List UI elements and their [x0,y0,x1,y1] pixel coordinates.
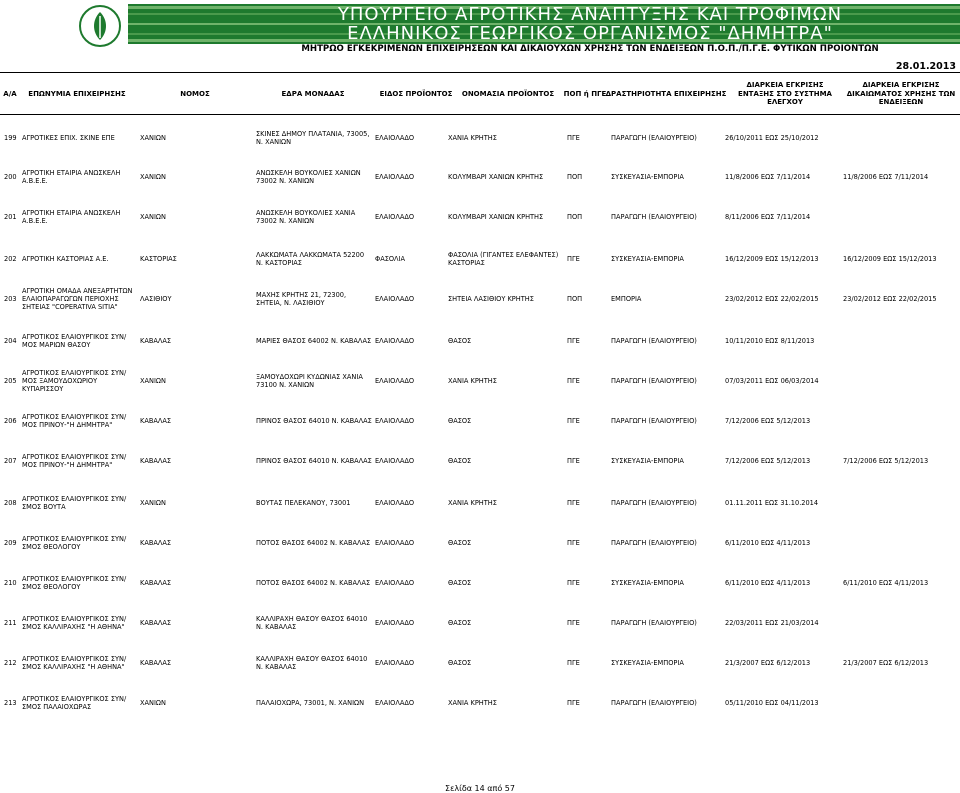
cell-nomos: ΚΑΒΑΛΑΣ [140,618,172,627]
cell-drast: ΠΑΡΑΓΩΓΗ (ΕΛΑΙΟΥΡΓΕΙΟ) [611,376,697,385]
cell-company: ΑΓΡΟΤΙΚΟΣ ΕΛΑΙΟΥΡΓΙΚΟΣ ΣΥΝ/ΣΜΟΣ ΒΟΥΤΑ [22,494,127,511]
cell-aa: 204 [4,336,17,345]
table-row [0,444,960,478]
cell-company: ΑΓΡΟΤΙΚΟΣ ΕΛΑΙΟΥΡΓΙΚΟΣ ΣΥΝ/ΣΜΟΣ ΚΑΛΛΙΡΑΧΗΣ "Η ΑΘΗΝΑ" [22,654,127,671]
cell-aa: 200 [4,172,17,181]
page-number: Σελίδα 14 από 57 [445,784,515,793]
cell-onomasia: ΘΑΣΟΣ [448,538,472,547]
cell-edra: ΠΑΛΑΙΟΧΩΡΑ, 73001, Ν. ΧΑΝΙΩΝ [256,698,365,707]
cell-pop: ΠΓΕ [567,456,580,465]
cell-eidos: ΕΛΑΙΟΛΑΔΟ [375,172,415,181]
cell-pop: ΠΓΕ [567,698,580,707]
cell-onomasia: ΘΑΣΟΣ [448,456,472,465]
cell-drast: ΠΑΡΑΓΩΓΗ (ΕΛΑΙΟΥΡΓΕΙΟ) [611,133,697,142]
cell-nomos: ΧΑΝΙΩΝ [140,498,166,507]
cell-pop: ΠΓΕ [567,618,580,627]
header-bottom-rule [0,114,960,115]
cell-edra: ΚΑΛΛΙΡΑΧΗ ΘΑΣΟΥ ΘΑΣΟΣ 64010 Ν. ΚΑΒΑΛΑΣ [256,614,368,631]
cell-aa: 205 [4,376,17,385]
cell-eidos: ΕΛΑΙΟΛΑΔΟ [375,498,415,507]
cell-aa: 207 [4,456,17,465]
cell-onomasia: ΧΑΝΙΑ ΚΡΗΤΗΣ [448,698,497,707]
cell-d1: 6/11/2010 ΕΩΣ 4/11/2013 [725,578,811,587]
cell-eidos: ΕΛΑΙΟΛΑΔΟ [375,618,415,627]
document-date: 28.01.2013 [895,61,956,72]
cell-company: ΑΓΡΟΤΙΚΟΣ ΕΛΑΙΟΥΡΓΙΚΟΣ ΣΥΝ/ΣΜΟΣ ΚΑΛΛΙΡΑΧΗΣ "Η ΑΘΗΝΑ" [22,614,127,631]
table-row [0,566,960,600]
cell-d2 [843,686,960,720]
cell-drast: ΠΑΡΑΓΩΓΗ (ΕΛΑΙΟΥΡΓΕΙΟ) [611,212,697,221]
cell-company: ΑΓΡΟΤΙΚΟΣ ΕΛΑΙΟΥΡΓΙΚΟΣ ΣΥΝ/ΣΜΟΣ ΠΑΛΑΙΟΧΩΡΑΣ [22,694,127,711]
cell-eidos: ΕΛΑΙΟΛΑΔΟ [375,658,415,667]
cell-onomasia: ΘΑΣΟΣ [448,578,472,587]
cell-aa: 209 [4,538,17,547]
cell-pop: ΠΓΕ [567,416,580,425]
cell-nomos: ΧΑΝΙΩΝ [140,212,166,221]
cell-aa: 199 [4,133,17,142]
cell-nomos: ΛΑΣΙΘΙΟΥ [140,294,172,303]
cell-d1: 7/12/2006 ΕΩΣ 5/12/2013 [725,416,811,425]
cell-d1: 07/03/2011 ΕΩΣ 06/03/2014 [725,376,819,385]
cell-pop: ΠΓΕ [567,133,580,142]
cell-drast: ΠΑΡΑΓΩΓΗ (ΕΛΑΙΟΥΡΓΕΙΟ) [611,416,697,425]
cell-edra: ΜΑΧΗΣ ΚΡΗΤΗΣ 21, 72300, ΣΗΤΕΙΑ, Ν. ΛΑΣΙΘΙΟΥ [256,290,347,307]
cell-d2: 16/12/2009 ΕΩΣ 15/12/2013 [843,254,937,263]
cell-company: ΑΓΡΟΤΙΚΗ ΕΤΑΙΡΙΑ ΑΝΩΣΚΕΛΗ Α.Β.Ε.Ε. [22,168,121,185]
cell-drast: ΣΥΣΚΕΥΑΣΙΑ-ΕΜΠΟΡΙΑ [611,456,684,465]
cell-pop: ΠΟΠ [567,172,583,181]
cell-nomos: ΚΑΒΑΛΑΣ [140,416,172,425]
cell-d1: 10/11/2010 ΕΩΣ 8/11/2013 [725,336,815,345]
cell-nomos: ΚΑΒΑΛΑΣ [140,456,172,465]
cell-aa: 212 [4,658,17,667]
col-pop: ΠΟΠ ή ΠΓΕ [563,89,607,98]
cell-edra: ΠΡΙΝΟΣ ΘΑΣΟΣ 64010 Ν. ΚΑΒΑΛΑΣ [256,456,372,465]
cell-onomasia: ΣΗΤΕΙΑ ΛΑΣΙΘΙΟΥ ΚΡΗΤΗΣ [448,294,534,303]
cell-edra: ΠΟΤΟΣ ΘΑΣΟΣ 64002 Ν. ΚΑΒΑΛΑΣ [256,578,371,587]
cell-drast: ΣΥΣΚΕΥΑΣΙΑ-ΕΜΠΟΡΙΑ [611,172,684,181]
cell-aa: 206 [4,416,17,425]
cell-edra: ΠΟΤΟΣ ΘΑΣΟΣ 64002 Ν. ΚΑΒΑΛΑΣ [256,538,371,547]
cell-edra: ΠΡΙΝΟΣ ΘΑΣΟΣ 64010 Ν. ΚΑΒΑΛΑΣ [256,416,372,425]
cell-edra: ΣΚΙΝΕΣ ΔΗΜΟΥ ΠΛΑΤΑΝΙΑ, 73005, Ν. ΧΑΝΙΩΝ [256,129,370,146]
cell-d2 [843,121,960,155]
cell-d1: 8/11/2006 ΕΩΣ 7/11/2014 [725,212,811,221]
col-aa: Α/Α [3,89,17,98]
cell-drast: ΕΜΠΟΡΙΑ [611,294,642,303]
cell-d2 [843,324,960,358]
org-line-2: ΕΛΛΗΝΙΚΟΣ ΓΕΩΡΓΙΚΟΣ ΟΡΓΑΝΙΣΜΟΣ "ΔΗΜΗΤΡΑ" [347,23,833,44]
cell-drast: ΣΥΣΚΕΥΑΣΙΑ-ΕΜΠΟΡΙΑ [611,658,684,667]
cell-eidos: ΕΛΑΙΟΛΑΔΟ [375,294,415,303]
cell-company: ΑΓΡΟΤΙΚΟΣ ΕΛΑΙΟΥΡΓΙΚΟΣ ΣΥΝ/ΜΟΣ ΠΡΙΝΟΥ-"Η ΔΗΜΗΤΡΑ" [22,452,127,469]
cell-company: ΑΓΡΟΤΙΚΗ ΚΑΣΤΟΡΙΑΣ Α.Ε. [22,254,109,263]
col-eidos: ΕΙΔΟΣ ΠΡΟΪΟΝΤΟΣ [379,89,453,98]
cell-eidos: ΕΛΑΙΟΛΑΔΟ [375,336,415,345]
cell-drast: ΠΑΡΑΓΩΓΗ (ΕΛΑΙΟΥΡΓΕΙΟ) [611,538,697,547]
cell-edra: ΚΑΛΛΙΡΑΧΗ ΘΑΣΟΥ ΘΑΣΟΣ 64010 Ν. ΚΑΒΑΛΑΣ [256,654,368,671]
cell-d2: 23/02/2012 ΕΩΣ 22/02/2015 [843,294,937,303]
cell-nomos: ΚΑΒΑΛΑΣ [140,658,172,667]
table-row [0,121,960,155]
table-row [0,404,960,438]
table-row [0,646,960,680]
cell-d2: 6/11/2010 ΕΩΣ 4/11/2013 [843,578,929,587]
cell-nomos: ΧΑΝΙΩΝ [140,698,166,707]
header-banner [0,0,960,58]
cell-d2: 7/12/2006 ΕΩΣ 5/12/2013 [843,456,929,465]
cell-nomos: ΧΑΝΙΩΝ [140,133,166,142]
cell-company: ΑΓΡΟΤΙΚΕΣ ΕΠΙΧ. ΣΚΙΝΕ ΕΠΕ [22,133,115,142]
cell-d1: 21/3/2007 ΕΩΣ 6/12/2013 [725,658,811,667]
cell-eidos: ΕΛΑΙΟΛΑΔΟ [375,416,415,425]
col-company: ΕΠΩΝΥΜΙΑ ΕΠΙΧΕΙΡΗΣΗΣ [28,89,126,98]
table-row [0,324,960,358]
cell-drast: ΣΥΣΚΕΥΑΣΙΑ-ΕΜΠΟΡΙΑ [611,254,684,263]
cell-onomasia: ΘΑΣΟΣ [448,336,472,345]
table-row [0,242,960,276]
cell-d2 [843,526,960,560]
cell-d1: 23/02/2012 ΕΩΣ 22/02/2015 [725,294,819,303]
cell-onomasia: ΘΑΣΟΣ [448,658,472,667]
table-row [0,486,960,520]
table-row [0,606,960,640]
cell-d2: 11/8/2006 ΕΩΣ 7/11/2014 [843,172,929,181]
cell-nomos: ΚΑΒΑΛΑΣ [140,538,172,547]
cell-onomasia: ΧΑΝΙΑ ΚΡΗΤΗΣ [448,133,497,142]
cell-pop: ΠΟΠ [567,294,583,303]
table-row [0,282,960,316]
col-edra: ΕΔΡΑ ΜΟΝΑΔΑΣ [281,89,345,98]
cell-edra: ΒΟΥΤΑΣ ΠΕΛΕΚΑΝΟΥ, 73001 [256,498,351,507]
cell-aa: 211 [4,618,17,627]
cell-nomos: ΧΑΝΙΩΝ [140,172,166,181]
col-diarkeia-entaxis: ΔΙΑΡΚΕΙΑ ΕΓΚΡΙΣΗΣ ΕΝΤΑΞΗΣ ΣΤΟ ΣΥΣΤΗΜΑ ΕΛΕΓΧΟΥ [738,81,832,107]
cell-pop: ΠΓΕ [567,498,580,507]
cell-aa: 202 [4,254,17,263]
cell-d2 [843,364,960,398]
cell-nomos: ΚΑΒΑΛΑΣ [140,336,172,345]
cell-d2 [843,486,960,520]
cell-company: ΑΓΡΟΤΙΚΗ ΟΜΑΔΑ ΑΝΕΞΑΡΤΗΤΩΝ ΕΛΑΙΟΠΑΡΑΓΩΓΩΝ ΠΕΡΙΟΧΗΣ ΣΗΤΕΙΑΣ "COPERATIVA SITIA" [22,286,133,312]
header-top-rule [0,72,960,73]
cell-onomasia: ΚΟΛΥΜΒΑΡΙ ΧΑΝΙΩΝ ΚΡΗΤΗΣ [448,172,544,181]
cell-pop: ΠΓΕ [567,336,580,345]
org-line-1: ΥΠΟΥΡΓΕΙΟ ΑΓΡΟΤΙΚΗΣ ΑΝΑΠΤΥΞΗΣ ΚΑΙ ΤΡΟΦΙΜΩΝ [337,4,843,25]
cell-d1: 01.11.2011 ΕΩΣ 31.10.2014 [725,498,819,507]
cell-d2 [843,606,960,640]
table-row [0,200,960,234]
cell-d1: 6/11/2010 ΕΩΣ 4/11/2013 [725,538,811,547]
table-row [0,526,960,560]
cell-onomasia: ΘΑΣΟΣ [448,618,472,627]
cell-drast: ΠΑΡΑΓΩΓΗ (ΕΛΑΙΟΥΡΓΕΙΟ) [611,336,697,345]
cell-eidos: ΕΛΑΙΟΛΑΔΟ [375,538,415,547]
cell-aa: 213 [4,698,17,707]
cell-eidos: ΕΛΑΙΟΛΑΔΟ [375,578,415,587]
cell-d2 [843,200,960,234]
document-title: ΜΗΤΡΩΟ ΕΓΚΕΚΡΙΜΕΝΩΝ ΕΠΙΧΕΙΡΗΣΕΩΝ ΚΑΙ ΔΙΚΑΙΟΥΧΩΝ ΧΡΗΣΗΣ ΤΩΝ ΕΝΔΕΙΞΕΩΝ Π.Ο.Π./Π.Γ.Ε. ΦΥΤΙΚΩΝ ΠΡΟΙΟΝΤΩΝ [301,44,879,54]
cell-aa: 203 [4,294,17,303]
cell-drast: ΠΑΡΑΓΩΓΗ (ΕΛΑΙΟΥΡΓΕΙΟ) [611,698,697,707]
cell-aa: 201 [4,212,17,221]
cell-d1: 7/12/2006 ΕΩΣ 5/12/2013 [725,456,811,465]
cell-drast: ΣΥΣΚΕΥΑΣΙΑ-ΕΜΠΟΡΙΑ [611,578,684,587]
cell-d2: 21/3/2007 ΕΩΣ 6/12/2013 [843,658,929,667]
cell-pop: ΠΓΕ [567,254,580,263]
table-row [0,686,960,720]
cell-nomos: ΚΑΣΤΟΡΙΑΣ [140,254,177,263]
cell-edra: ΞΑΜΟΥΔΟΧΩΡΙ ΚΥΔΩΝΙΑΣ ΧΑΝΙΑ 73100 Ν. ΧΑΝΙΩΝ [256,372,363,389]
col-nomos: ΝΟΜΟΣ [180,89,210,98]
cell-edra: ΑΝΩΣΚΕΛΗ ΒΟΥΚΟΛΙΕΣ ΧΑΝΙΩΝ 73002 Ν. ΧΑΝΙΩΝ [256,168,361,185]
cell-pop: ΠΓΕ [567,658,580,667]
cell-eidos: ΕΛΑΙΟΛΑΔΟ [375,698,415,707]
cell-d2 [843,404,960,438]
cell-d1: 26/10/2011 ΕΩΣ 25/10/2012 [725,133,819,142]
cell-eidos: ΦΑΣΟΛΙΑ [375,254,406,263]
cell-onomasia: ΦΑΣΟΛΙΑ (ΓΙΓΑΝΤΕΣ ΕΛΕΦΑΝΤΕΣ) ΚΑΣΤΟΡΙΑΣ [448,250,559,267]
cell-pop: ΠΓΕ [567,538,580,547]
cell-drast: ΠΑΡΑΓΩΓΗ (ΕΛΑΙΟΥΡΓΕΙΟ) [611,498,697,507]
cell-eidos: ΕΛΑΙΟΛΑΔΟ [375,376,415,385]
cell-aa: 210 [4,578,17,587]
cell-d1: 16/12/2009 ΕΩΣ 15/12/2013 [725,254,819,263]
cell-onomasia: ΚΟΛΥΜΒΑΡΙ ΧΑΝΙΩΝ ΚΡΗΤΗΣ [448,212,544,221]
cell-company: ΑΓΡΟΤΙΚΟΣ ΕΛΑΙΟΥΡΓΙΚΟΣ ΣΥΝ/ΜΟΣ ΜΑΡΙΩΝ ΘΑΣΟΥ [22,332,127,349]
cell-company: ΑΓΡΟΤΙΚΟΣ ΕΛΑΙΟΥΡΓΙΚΟΣ ΣΥΝ/ΜΟΣ ΠΡΙΝΟΥ-"Η ΔΗΜΗΤΡΑ" [22,412,127,429]
cell-company: ΑΓΡΟΤΙΚΟΣ ΕΛΑΙΟΥΡΓΙΚΟΣ ΣΥΝ/ΣΜΟΣ ΘΕΟΛΟΓΟΥ [22,534,127,551]
cell-pop: ΠΟΠ [567,212,583,221]
cell-onomasia: ΧΑΝΙΑ ΚΡΗΤΗΣ [448,498,497,507]
cell-onomasia: ΘΑΣΟΣ [448,416,472,425]
cell-company: ΑΓΡΟΤΙΚΟΣ ΕΛΑΙΟΥΡΓΙΚΟΣ ΣΥΝ/ΣΜΟΣ ΘΕΟΛΟΓΟΥ [22,574,127,591]
cell-nomos: ΧΑΝΙΩΝ [140,376,166,385]
col-diarkeia-xrisis: ΔΙΑΡΚΕΙΑ ΕΓΚΡΙΣΗΣ ΔΙΚΑΙΩΜΑΤΟΣ ΧΡΗΣΗΣ ΤΩΝ ΕΝΔΕΙΞΕΩΝ [846,81,956,107]
cell-nomos: ΚΑΒΑΛΑΣ [140,578,172,587]
cell-eidos: ΕΛΑΙΟΛΑΔΟ [375,456,415,465]
col-onomasia: ΟΝΟΜΑΣΙΑ ΠΡΟΪΟΝΤΟΣ [461,89,555,98]
col-drastiriotita: ΔΡΑΣΤΗΡΙΟΤΗΤΑ ΕΠΙΧΕΙΡΗΣΗΣ [605,89,727,98]
cell-aa: 208 [4,498,17,507]
cell-edra: ΑΝΩΣΚΕΛΗ ΒΟΥΚΟΛΙΕΣ ΧΑΝΙΑ 73002 Ν. ΧΑΝΙΩΝ [256,208,356,225]
cell-pop: ΠΓΕ [567,376,580,385]
table-row [0,364,960,398]
cell-company: ΑΓΡΟΤΙΚΟΣ ΕΛΑΙΟΥΡΓΙΚΟΣ ΣΥΝ/ΜΟΣ ΞΑΜΟΥΔΟΧΩΡΙΟΥ ΚΥΠΑΡΙΣΣΟΥ [22,368,127,394]
cell-company: ΑΓΡΟΤΙΚΗ ΕΤΑΙΡΙΑ ΑΝΩΣΚΕΛΗ Α.Β.Ε.Ε. [22,208,121,225]
cell-onomasia: ΧΑΝΙΑ ΚΡΗΤΗΣ [448,376,497,385]
ministry-logo-icon [78,4,122,48]
cell-eidos: ΕΛΑΙΟΛΑΔΟ [375,212,415,221]
cell-d1: 11/8/2006 ΕΩΣ 7/11/2014 [725,172,811,181]
table-row [0,160,960,194]
cell-edra: ΜΑΡΙΕΣ ΘΑΣΟΣ 64002 Ν. ΚΑΒΑΛΑΣ [256,336,372,345]
cell-d1: 05/11/2010 ΕΩΣ 04/11/2013 [725,698,819,707]
cell-pop: ΠΓΕ [567,578,580,587]
cell-drast: ΠΑΡΑΓΩΓΗ (ΕΛΑΙΟΥΡΓΕΙΟ) [611,618,697,627]
cell-edra: ΛΑΚΚΩΜΑΤΑ ΛΑΚΚΩΜΑΤΑ 52200 Ν. ΚΑΣΤΟΡΙΑΣ [256,250,365,267]
cell-d1: 22/03/2011 ΕΩΣ 21/03/2014 [725,618,819,627]
cell-eidos: ΕΛΑΙΟΛΑΔΟ [375,133,415,142]
